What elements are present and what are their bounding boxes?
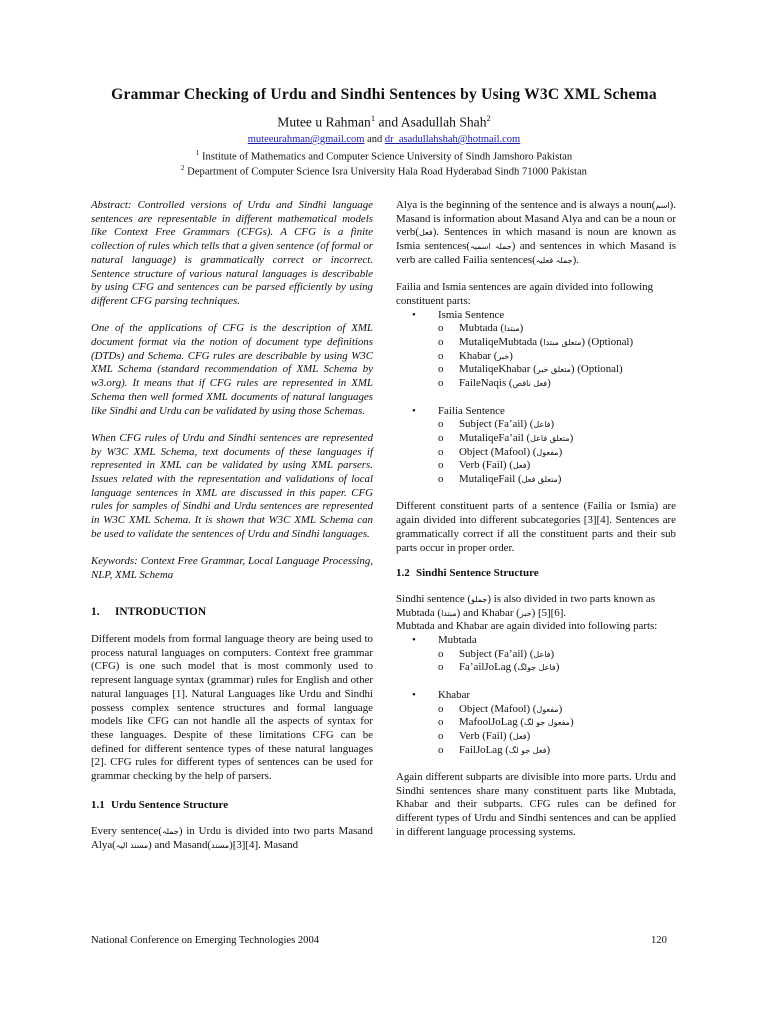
- authors-line: [60, 113, 708, 131]
- list-item: [438, 661, 676, 675]
- urdu-sentence-types-list: [396, 309, 676, 487]
- item-text: MutaliqeMubtada (: [459, 336, 544, 349]
- affiliation-2-mark: 2: [181, 164, 185, 172]
- urdu-word: خبر: [497, 351, 510, 361]
- item-text: Mubtada (: [459, 322, 505, 335]
- subsection-title: Urdu Sentence Structure: [111, 798, 229, 811]
- list-item: [438, 336, 676, 350]
- list-item: [438, 363, 676, 377]
- list-item: [438, 473, 676, 487]
- text-run: ) in Urdu is divided into two parts Masand Alya(: [91, 825, 373, 852]
- urdu-word: خبر: [519, 608, 532, 618]
- urdu-word: مسند: [211, 841, 230, 851]
- masand-paragraph: [396, 199, 676, 268]
- urdu-word: جملو: [471, 594, 488, 604]
- item-text: Object (Mafool) (: [459, 445, 537, 458]
- keywords: Keywords: Context Free Grammar, Local Language Processing, NLP, XML Schema: [91, 555, 373, 581]
- urdu-word: فعل: [512, 461, 527, 471]
- bullet-icon: •: [412, 404, 416, 417]
- text-run: ) is also divided in two parts known as Mubtada (: [396, 592, 655, 619]
- urdu-word: فاعل: [533, 649, 551, 659]
- urdu-structure-paragraph: [91, 825, 373, 852]
- author-2: Asadullah Shah: [400, 114, 487, 130]
- text-run: ) [5][6].: [531, 606, 567, 619]
- urdu-word: متعلق فعل: [521, 475, 558, 485]
- constituent-intro: Failia and Ismia sentences are again divided into following constituent parts:: [396, 281, 654, 307]
- urdu-word: متعلق خبر: [536, 365, 571, 375]
- affiliation-1-text: Institute of Mathematics and Computer Science University of Sindh Jamshoro Pakistan: [199, 151, 573, 163]
- list-item: [438, 648, 676, 662]
- emails-conjunction: and: [364, 134, 385, 145]
- abstract-paragraph-1: Abstract: Controlled versions of Urdu and Sindhi language sentences are representable in different mathematical models like Context Free Grammars (CFGs). A CFG is a finite collection of rules which tells that a given sentence (of formal or natural language) is grammatically correct or incorrect. Sentence structure of various natural languages is describable by using CFG and sentences can be parsed efficiently by using different CFG parsing techniques.: [91, 199, 373, 307]
- email-link-2[interactable]: dr_asadullahshah@hotmail.com: [384, 134, 521, 145]
- circle-bullet-icon: o: [438, 743, 444, 756]
- item-text: FailJoLag (: [459, 743, 509, 756]
- circle-bullet-icon: o: [438, 459, 444, 472]
- urdu-word: جملہ فعلیہ: [535, 255, 573, 265]
- khabar-sublist: [438, 703, 676, 758]
- sindhi-structure-paragraph: [396, 593, 676, 620]
- item-tail: ): [569, 431, 574, 444]
- list-item-label: Khabar: [438, 688, 471, 701]
- item-tail: ): [569, 716, 574, 729]
- email-link-1[interactable]: muteeurahman@gmail.com: [247, 134, 365, 145]
- item-tail: ): [519, 322, 524, 335]
- text-run: Sindhi sentence (: [396, 592, 472, 605]
- list-spacer: [396, 675, 676, 689]
- list-item-label: Ismia Sentence: [438, 308, 505, 321]
- text-run: ). Sentences in which masand is noun are known as Ismia sentences(: [396, 226, 676, 253]
- text-run: ) and sentences in which Masand is verb are called Failia sentences(: [396, 240, 676, 266]
- subsection-number: 1.2: [396, 567, 410, 580]
- subcategories-paragraph: Different constituent parts of a sentence (Failia or Ismia) are again divided into different subcategories [3][4]. Sentences are grammatically correct if all the constituent parts and their sub parts occur in proper order.: [396, 500, 676, 554]
- list-item: [438, 716, 676, 730]
- left-column: [91, 199, 373, 853]
- paper-title: Grammar Checking of Urdu and Sindhi Sentences by Using W3C XML Schema: [111, 86, 657, 103]
- failia-sublist: [438, 418, 676, 487]
- item-tail: ): [526, 459, 531, 472]
- section-number: 1.: [91, 606, 100, 619]
- list-item: [438, 446, 676, 460]
- text-run: ) and Khabar (: [456, 606, 520, 619]
- item-tail: ) (Optional): [581, 336, 634, 349]
- circle-bullet-icon: o: [438, 431, 444, 444]
- circle-bullet-icon: o: [438, 729, 444, 742]
- item-text: Subject (Fa’ail) (: [459, 418, 534, 431]
- list-item-label: Failia Sentence: [438, 404, 505, 417]
- item-tail: ): [555, 661, 560, 674]
- list-item: [438, 459, 676, 473]
- item-text: MutaliqeFail (: [459, 473, 522, 486]
- item-text: Verb (Fail) (: [459, 459, 513, 472]
- text-run: ).: [572, 253, 579, 266]
- abstract-paragraph-2: One of the applications of CFG is the description of XML document format via the notion of document type definitions (DTDs) and Schema. CFG rules are describable by using W3C XML Schema (standard recommendation of XML Schema by w3.org). It means that if CFG rules are represented in XML Schema then well formed XML documents of natural languages like Sindhi and Urdu can be validated by using those Schemas.: [91, 322, 373, 417]
- circle-bullet-icon: o: [438, 702, 444, 715]
- list-item-ismia: [396, 309, 676, 391]
- circle-bullet-icon: o: [438, 661, 444, 674]
- item-text: MutaliqeFa’ail (: [459, 431, 531, 444]
- circle-bullet-icon: o: [438, 363, 444, 376]
- urdu-word: جملہ اسمیہ: [469, 242, 512, 252]
- text-run: ) and Masand(: [148, 839, 212, 852]
- urdu-word: مفعول جو لگ: [524, 718, 570, 728]
- ismia-sublist: [438, 322, 676, 391]
- item-text: Subject (Fa’ail) (: [459, 647, 534, 660]
- list-item: [438, 730, 676, 744]
- urdu-word: فعل ناقص: [512, 379, 548, 389]
- item-tail: ): [547, 377, 551, 390]
- list-item: [438, 703, 676, 717]
- author-1: Mutee u Rahman: [277, 114, 371, 130]
- item-text: FaileNaqis (: [459, 377, 513, 390]
- circle-bullet-icon: o: [438, 445, 444, 458]
- item-text: MutaliqeKhabar (: [459, 363, 537, 376]
- affiliation-1-mark: 1: [195, 149, 200, 157]
- list-spacer: [396, 391, 676, 405]
- subsection-number: 1.1: [91, 798, 105, 811]
- urdu-word: متعلق مبتدا: [543, 338, 582, 348]
- list-item-khabar: [396, 689, 676, 758]
- item-tail: ) (Optional): [570, 363, 623, 376]
- urdu-word: مفعول: [536, 447, 559, 457]
- urdu-word: متعلق فاعل: [530, 433, 570, 443]
- urdu-word: فاعل: [533, 420, 551, 430]
- list-item: [438, 350, 676, 364]
- text-run: Alya is the beginning of the sentence and is always a noun(: [396, 199, 656, 211]
- item-text: MafoolJoLag (: [459, 716, 525, 729]
- list-item-failia: [396, 405, 676, 487]
- urdu-word: فاعل جولگ: [517, 663, 556, 673]
- bullet-icon: •: [412, 688, 416, 701]
- urdu-word: جملہ: [161, 827, 179, 837]
- text-run: )[3][4]. Masand: [229, 839, 299, 852]
- subsection-title: Sindhi Sentence Structure: [416, 567, 539, 580]
- circle-bullet-icon: o: [438, 418, 444, 431]
- circle-bullet-icon: o: [438, 473, 444, 486]
- circle-bullet-icon: o: [438, 377, 444, 390]
- footer-conference: National Conference on Emerging Technologies 2004: [91, 935, 320, 946]
- list-item: [438, 377, 676, 391]
- circle-bullet-icon: o: [438, 336, 444, 349]
- list-item: [438, 432, 676, 446]
- circle-bullet-icon: o: [438, 647, 444, 660]
- item-text: Verb (Fail) (: [459, 729, 513, 742]
- text-run: ). Masand is information about Masand Alya and can be a noun or verb(: [396, 199, 676, 239]
- item-tail: ): [550, 418, 555, 431]
- urdu-word: فعل: [512, 731, 527, 741]
- subparts-paragraph: Again different subparts are divisible into more parts. Urdu and Sindhi sentences share many constituent parts like Mubtada, Khabar and their subparts. CFG rules can be defined for different types of Urdu and Sindhi sentences and can be applied in different language processing systems.: [396, 771, 676, 838]
- bullet-icon: •: [412, 634, 416, 647]
- urdu-word: مبتدا: [504, 324, 520, 334]
- item-tail: ): [558, 702, 563, 715]
- list-item: [438, 418, 676, 432]
- circle-bullet-icon: o: [438, 716, 444, 729]
- urdu-word: مسند الیہ: [115, 841, 149, 851]
- item-text: Khabar (: [459, 349, 498, 362]
- authors-conjunction: and: [375, 114, 401, 130]
- list-item-mubtada: [396, 634, 676, 675]
- text-run: Every sentence(: [91, 825, 162, 838]
- subsection-heading-sindhi: [396, 567, 676, 581]
- mubtada-sublist: [438, 648, 676, 675]
- urdu-word: مفعول: [536, 704, 559, 714]
- item-tail: ): [550, 647, 555, 660]
- circle-bullet-icon: o: [438, 349, 444, 362]
- urdu-word: فعل جو لگ: [508, 745, 547, 755]
- mubtada-khabar-intro: Mubtada and Khabar are again divided into following parts:: [396, 620, 658, 633]
- section-title: INTRODUCTION: [115, 606, 207, 619]
- list-item-label: Mubtada: [438, 634, 477, 647]
- subsection-heading-urdu: [91, 799, 373, 813]
- sindhi-parts-list: [396, 634, 676, 757]
- list-item: [438, 322, 676, 336]
- item-tail: ): [557, 473, 562, 486]
- urdu-word: مبتدا: [441, 608, 457, 618]
- item-text: Fa’ailJoLag (: [459, 661, 518, 674]
- affiliation-2: [60, 162, 708, 179]
- circle-bullet-icon: o: [438, 322, 444, 335]
- abstract-paragraph-3: When CFG rules of Urdu and Sindhi sentences are represented by W3C XML Schema, text documents of these languages if represented in XML can be validated by using XML parsers. Issues related with the representation and validations of local language sentences in XML are discussed in this paper. CFG rules for samples of Sindhi and Urdu sentences are represented in W3C XML Schema. It is shown that W3C XML Schema can be used to validate the sentences of Urdu and Sindhi languages.: [91, 431, 373, 540]
- right-column: [396, 199, 676, 840]
- item-tail: ): [526, 729, 531, 742]
- urdu-word: فعل: [418, 228, 433, 238]
- intro-paragraph: Different models from formal language theory are being used to process natural languages on computers. Context free grammar (CFG) is one such model that is most commonly used to represent language syntax (grammar) rules for English and other natural languages [1]. Natural Languages like Urdu and Sindhi possess complex sentence structures and formal language models like CFG can not handle all the aspects of syntax for these languages. Despite of these limitations CFG can be defined for different sentence types of these natural languages [2]. CFG rules for different types of sentences can be used for grammar checking by the help of parsers.: [91, 633, 373, 783]
- item-tail: ): [546, 743, 551, 756]
- item-tail: ): [558, 445, 563, 458]
- author-1-affil-mark: 1: [370, 113, 376, 123]
- item-text: Object (Mafool) (: [459, 702, 537, 715]
- affiliation-2-text: Department of Computer Science Isra University Hala Road Hyderabad Sindh 71000 Pakistan: [184, 166, 587, 178]
- list-item: [438, 744, 676, 758]
- page-number: 120: [651, 935, 667, 946]
- emails-line: [60, 134, 708, 146]
- urdu-word: اسم: [655, 201, 670, 210]
- bullet-icon: •: [412, 308, 416, 321]
- section-heading-introduction: [91, 606, 373, 620]
- item-tail: ): [509, 349, 513, 362]
- author-2-affil-mark: 2: [486, 113, 491, 123]
